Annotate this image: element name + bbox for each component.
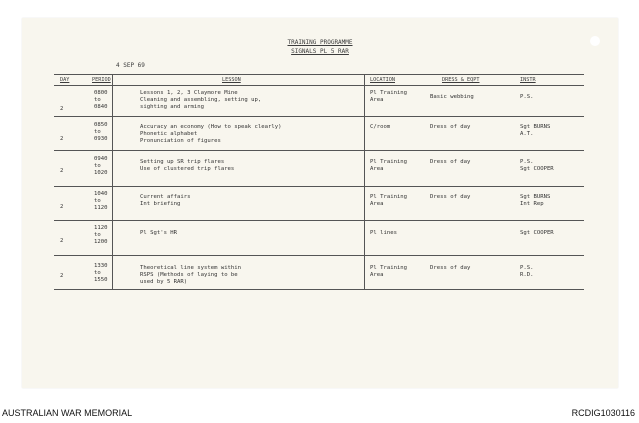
row-1-location: Pl Training Area [370, 90, 408, 103]
header-instr: INSTR [520, 77, 536, 83]
row-6-instr: P.S. R.D. [520, 265, 534, 278]
row-2-rule [54, 150, 584, 151]
row-5-rule [54, 255, 584, 256]
row-4-lesson: Current affairs Int briefing [140, 194, 191, 207]
row-1-day: 2 [60, 106, 64, 112]
footer-institution: AUSTRALIAN WAR MEMORIAL [2, 408, 133, 418]
row-3-instr: P.S. Sgt COOPER [520, 159, 554, 172]
row-2-period: 0850 to 0930 [94, 122, 108, 142]
row-4-dress: Dress of day [430, 194, 471, 200]
document-date: 4 SEP 69 [116, 62, 145, 69]
row-3-dress: Dress of day [430, 159, 471, 165]
table-header-rule [54, 85, 584, 86]
row-5-location: Pl lines [370, 230, 397, 236]
row-1-lesson: Lessons 1, 2, 3 Claymore Mine Cleaning and assembling, setting up, sighting and arming [140, 90, 262, 110]
row-1-dress: Basic webbing [430, 94, 474, 100]
title-line-1: TRAINING PROGRAMME [287, 39, 353, 46]
row-2-lesson: Accuracy an economy (How to speak clearly) Phonetic alphabet Pronunciation of figures [140, 124, 282, 144]
row-6-day: 2 [60, 273, 64, 279]
document-page [22, 18, 618, 388]
row-5-period: 1120 to 1200 [94, 225, 108, 245]
row-4-day: 2 [60, 204, 64, 210]
row-4-rule [54, 220, 584, 221]
row-3-location: Pl Training Area [370, 159, 408, 172]
row-2-dress: Dress of day [430, 124, 471, 130]
row-6-dress: Dress of day [430, 265, 471, 271]
row-2-day: 2 [60, 136, 64, 142]
header-dress: DRESS & EQPT [442, 77, 480, 83]
header-location: LOCATION [370, 77, 395, 83]
header-lesson: LESSON [222, 77, 241, 83]
row-5-lesson: Pl Sgt's HR [140, 230, 178, 236]
table-bottom-rule [54, 289, 584, 290]
row-6-lesson: Theoretical line system within RSPS (Methods of laying to be used by 5 RAR) [140, 265, 242, 285]
column-rule-1 [112, 74, 113, 290]
header-period: PERIOD [92, 77, 111, 83]
row-2-location: C/room [370, 124, 391, 130]
table-top-rule [54, 74, 584, 75]
document-title [22, 38, 618, 56]
footer-record-id: RCDIG1030116 [571, 408, 635, 418]
row-1-instr: P.S. [520, 94, 534, 100]
header-day: DAY [60, 77, 70, 83]
row-5-day: 2 [60, 238, 64, 244]
row-6-period: 1330 to 1550 [94, 263, 108, 283]
row-6-location: Pl Training Area [370, 265, 408, 278]
row-5-instr: Sgt COOPER [520, 230, 554, 236]
row-2-instr: Sgt BURNS A.T. [520, 124, 551, 137]
row-1-period: 0800 to 0840 [94, 90, 108, 110]
row-3-period: 0940 to 1020 [94, 156, 108, 176]
row-3-day: 2 [60, 168, 64, 174]
row-4-period: 1040 to 1120 [94, 191, 108, 211]
row-4-location: Pl Training Area [370, 194, 408, 207]
row-1-rule [54, 116, 584, 117]
column-rule-2 [364, 74, 365, 290]
row-3-lesson: Setting up SR trip flares Use of clustered trip flares [140, 159, 235, 172]
title-line-2: SIGNALS PL 5 RAR [291, 48, 349, 55]
row-4-instr: Sgt BURNS Int Rep [520, 194, 551, 207]
row-3-rule [54, 186, 584, 187]
